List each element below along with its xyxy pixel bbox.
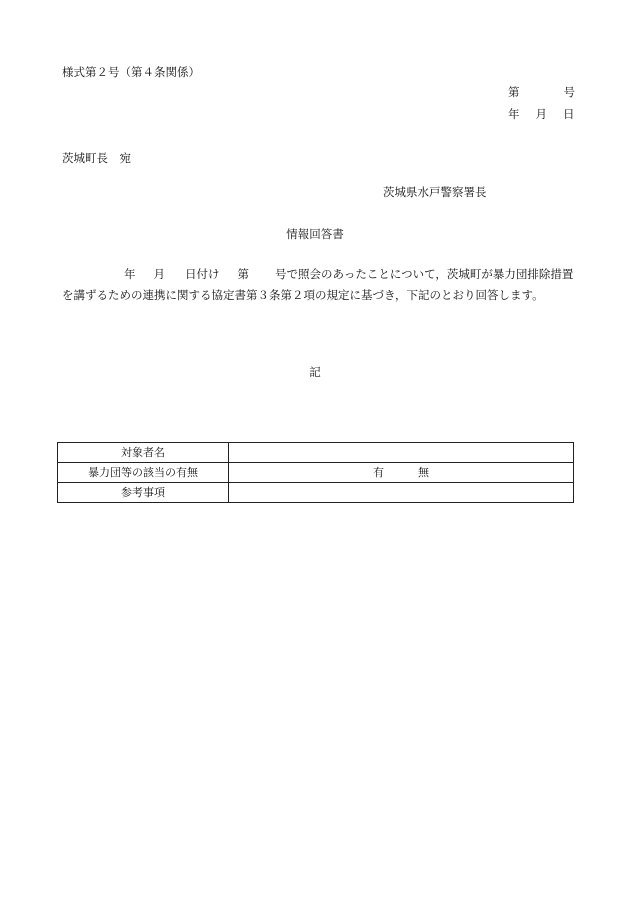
row-label-target-name: 対象者名 [58,443,229,463]
date-year: 年 [508,107,520,121]
info-table [57,442,574,503]
row-label-gang-status: 暴力団等の該当の有無 [58,463,229,483]
document-number [508,84,575,100]
body-month: 月 [153,267,165,281]
recipient: 茨城町長 宛 [62,151,131,165]
document-date [508,106,575,122]
row-label-reference: 参考事項 [58,483,229,503]
date-month: 月 [535,107,547,121]
document-number-go: 号 [563,85,575,99]
table-row [58,483,574,503]
body-dai: 第 [237,267,249,281]
body-year: 年 [124,267,136,281]
document-number-dai: 第 [508,85,520,99]
table-row [58,463,574,483]
table-row [58,443,574,463]
ki-heading: 記 [309,365,321,379]
document-title: 情報回答書 [286,227,344,241]
form-number: 様式第２号（第４条関係） [62,65,200,79]
body-day-dated: 日付け [185,267,220,281]
choice-no[interactable]: 無 [418,466,429,479]
row-value-reference[interactable] [229,483,574,503]
sender: 茨城県水戸警察署長 [383,185,487,199]
choice-yes[interactable]: 有 [373,466,384,479]
row-value-target-name[interactable] [229,443,574,463]
body-text: 号で照会のあったことについて，茨城町が暴力団排除措置を講ずるための連携に関する協定書第３条第２項の規定に基づき，下記のとおり回答します。 [62,267,574,302]
row-value-gang-status[interactable] [229,463,574,483]
date-day: 日 [563,107,575,121]
body-paragraph [62,264,574,306]
